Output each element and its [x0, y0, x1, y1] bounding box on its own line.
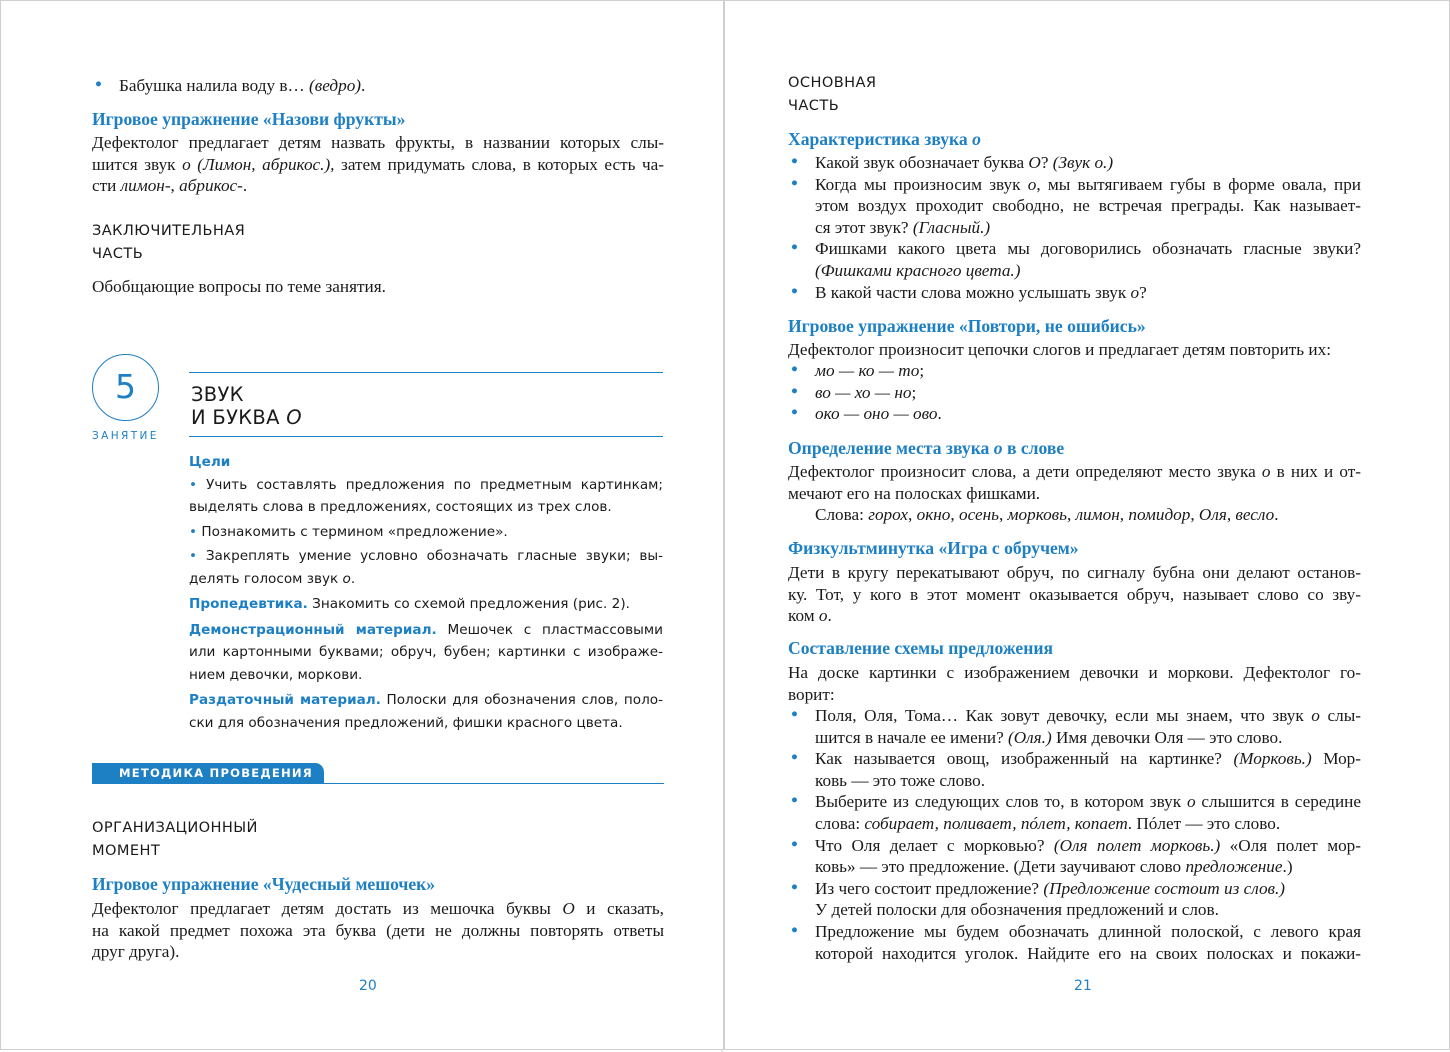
goals-block: Цели • Учить составлять предложения по предметным картинкам; выделять слова в предложениях, состоящих из трех слов. • Познакомить с термином «предложение». • Закреплять умение условно обозначать гласные звуки; вы- делять голосом звук о. Пропедевтика. Знакомить со схемой предложения (рис. 2). Демонстрационный материал. Мешочек с пластмассовыми или картонными буквами; обруч, бубен; картинки с изображе- нием девочки, моркови. Раздаточный материал. Полоски для обозначения слов, поло- ски для обозначения предложений, фишки красного цвета.: [189, 451, 663, 734]
main-section-title: ОСНОВНАЯ ЧАСТЬ: [788, 74, 877, 114]
page-number-left: 20: [359, 978, 377, 994]
list-item: ● во — хо — но;: [788, 382, 1361, 404]
list-item: ● Выберите из следующих слов то, в котором звук о слышится в середине слова: собирает, поливает, пóлет, копает. Пóлет — это слово.: [788, 791, 1361, 834]
goal-item: • Учить составлять предложения по предметным картинкам;: [189, 476, 663, 493]
page-number-right: 21: [1074, 978, 1092, 994]
method-rule: [92, 783, 664, 784]
top-bullet-list: [92, 75, 664, 97]
method-tab: МЕТОДИКА ПРОВЕДЕНИЯ: [92, 763, 324, 784]
char-heading: Характеристика звука о: [788, 129, 981, 149]
propaedeutics: Пропедевтика. Знакомить со схемой предложения (рис. 2).: [189, 596, 630, 612]
fruits-paragraph: Дефектолог предлагает детям назвать фрукты, в названии которых слы- шится звук о (Лимон, абрикос.), затем придумать слова, в которых есть ча- сти лимон-, абрикос-.: [92, 133, 664, 196]
list-item: ● В какой части слова можно услышать звук о?: [788, 282, 1361, 304]
goal-item-cont: выделять слова в предложениях, состоящих из трех слов.: [189, 499, 612, 515]
lesson-top-rule: [189, 372, 663, 373]
final-section-title: ЗАКЛЮЧИТЕЛЬНАЯ ЧАСТЬ: [92, 222, 246, 262]
syllable-list: [788, 360, 1361, 425]
goals-heading: Цели: [189, 454, 231, 470]
list-item: ● Когда мы произносим звук о, мы вытягиваем губы в форме овала, при этом воздух проходит свободно, не встречая преграды. Как называет- ся этот звук? (Гласный.): [788, 174, 1361, 239]
repeat-heading: Игровое упражнение «Повтори, не ошибись»: [788, 316, 1146, 336]
left-page: [0, 0, 724, 1050]
bag-paragraph: Дефектолог предлагает детям достать из мешочка буквы О и сказать, на какой предмет похожа эта буква (дети не должны повторять ответы друг друга).: [92, 899, 664, 962]
list-item: ● око — оно — ово.: [788, 403, 1361, 425]
scheme-list: [788, 705, 1361, 964]
place-paragraph: Дефектолог произносит слова, а дети определяют место звука о в них и от- мечают его на полосках фишками. Слова: горох, окно, осень, морковь, лимон, помидор, Оля, весло.: [788, 462, 1361, 525]
goal-item: • Закреплять умение условно обозначать гласные звуки; вы-: [189, 548, 664, 564]
fruits-heading: Игровое упражнение «Назови фрукты»: [92, 109, 406, 129]
list-item: ● Как называется овощ, изображенный на картинке? (Морковь.) Мор- ковь — это тоже слово.: [788, 748, 1361, 791]
handout-material: Раздаточный материал. Полоски для обозначения слов, поло-: [189, 692, 663, 708]
hoop-paragraph: Дети в кругу перекатывают обруч, по сигналу бубна они делают останов- ку. Тот, у кого в этот момент оказывается обруч, называет слово со зву- ком о.: [788, 563, 1361, 626]
list-item: ● Бабушка налила воду в… (ведро).: [92, 75, 664, 97]
scheme-heading: Составление схемы предложения: [788, 638, 1054, 658]
list-item: ● Фишками какого цвета мы договорились обозначать гласные звуки? (Фишками красного цвета.): [788, 238, 1361, 281]
list-item: ● Поля, Оля, Тома… Как зовут девочку, если мы знаем, что звук о слы- шится в начале ее имени? (Оля.) Имя девочки Оля — это слово.: [788, 705, 1361, 748]
list-item: ● Что Оля делает с морковью? (Оля полет морковь.) «Оля полет мор- ковь» — это предложение. (Дети заучивают слово предложение.): [788, 835, 1361, 878]
goal-item: • Познакомить с термином «предложение».: [189, 523, 508, 540]
list-item: ● мо — ко — то;: [788, 360, 1361, 382]
org-section-title: ОРГАНИЗАЦИОННЫЙ МОМЕНТ: [92, 819, 258, 859]
list-item: ● Предложение мы будем обозначать длинной полоской, с левого края которой находится уголок. Найдите его на своих полосках и покажи-: [788, 921, 1361, 964]
place-heading: Определение места звука о в слове: [788, 438, 1065, 458]
right-page: [724, 0, 1450, 1050]
scheme-intro: На доске картинки с изображением девочки и моркови. Дефектолог го- ворит:: [788, 663, 1361, 704]
lesson-number-badge: 5: [92, 354, 159, 421]
hoop-heading: Физкультминутка «Игра с обручем»: [788, 538, 1079, 558]
list-item: ● Какой звук обозначает буква О? (Звук о.): [788, 152, 1361, 174]
lesson-title: ЗВУК И БУКВА О: [191, 383, 302, 429]
lesson-bottom-rule: [189, 436, 663, 437]
lesson-label: ЗАНЯТИЕ: [92, 430, 159, 442]
final-section-text: Обобщающие вопросы по теме занятия.: [92, 277, 386, 296]
demo-material: Демонстрационный материал. Мешочек с пластмассовыми: [189, 621, 664, 638]
list-item: ● Из чего состоит предложение? (Предложение состоит из слов.) У детей полоски для обозначения предложений и слов.: [788, 878, 1361, 921]
char-list: [788, 152, 1361, 303]
bag-heading: Игровое упражнение «Чудесный мешочек»: [92, 874, 436, 894]
repeat-intro: Дефектолог произносит цепочки слогов и предлагает детям повторить их:: [788, 340, 1331, 359]
